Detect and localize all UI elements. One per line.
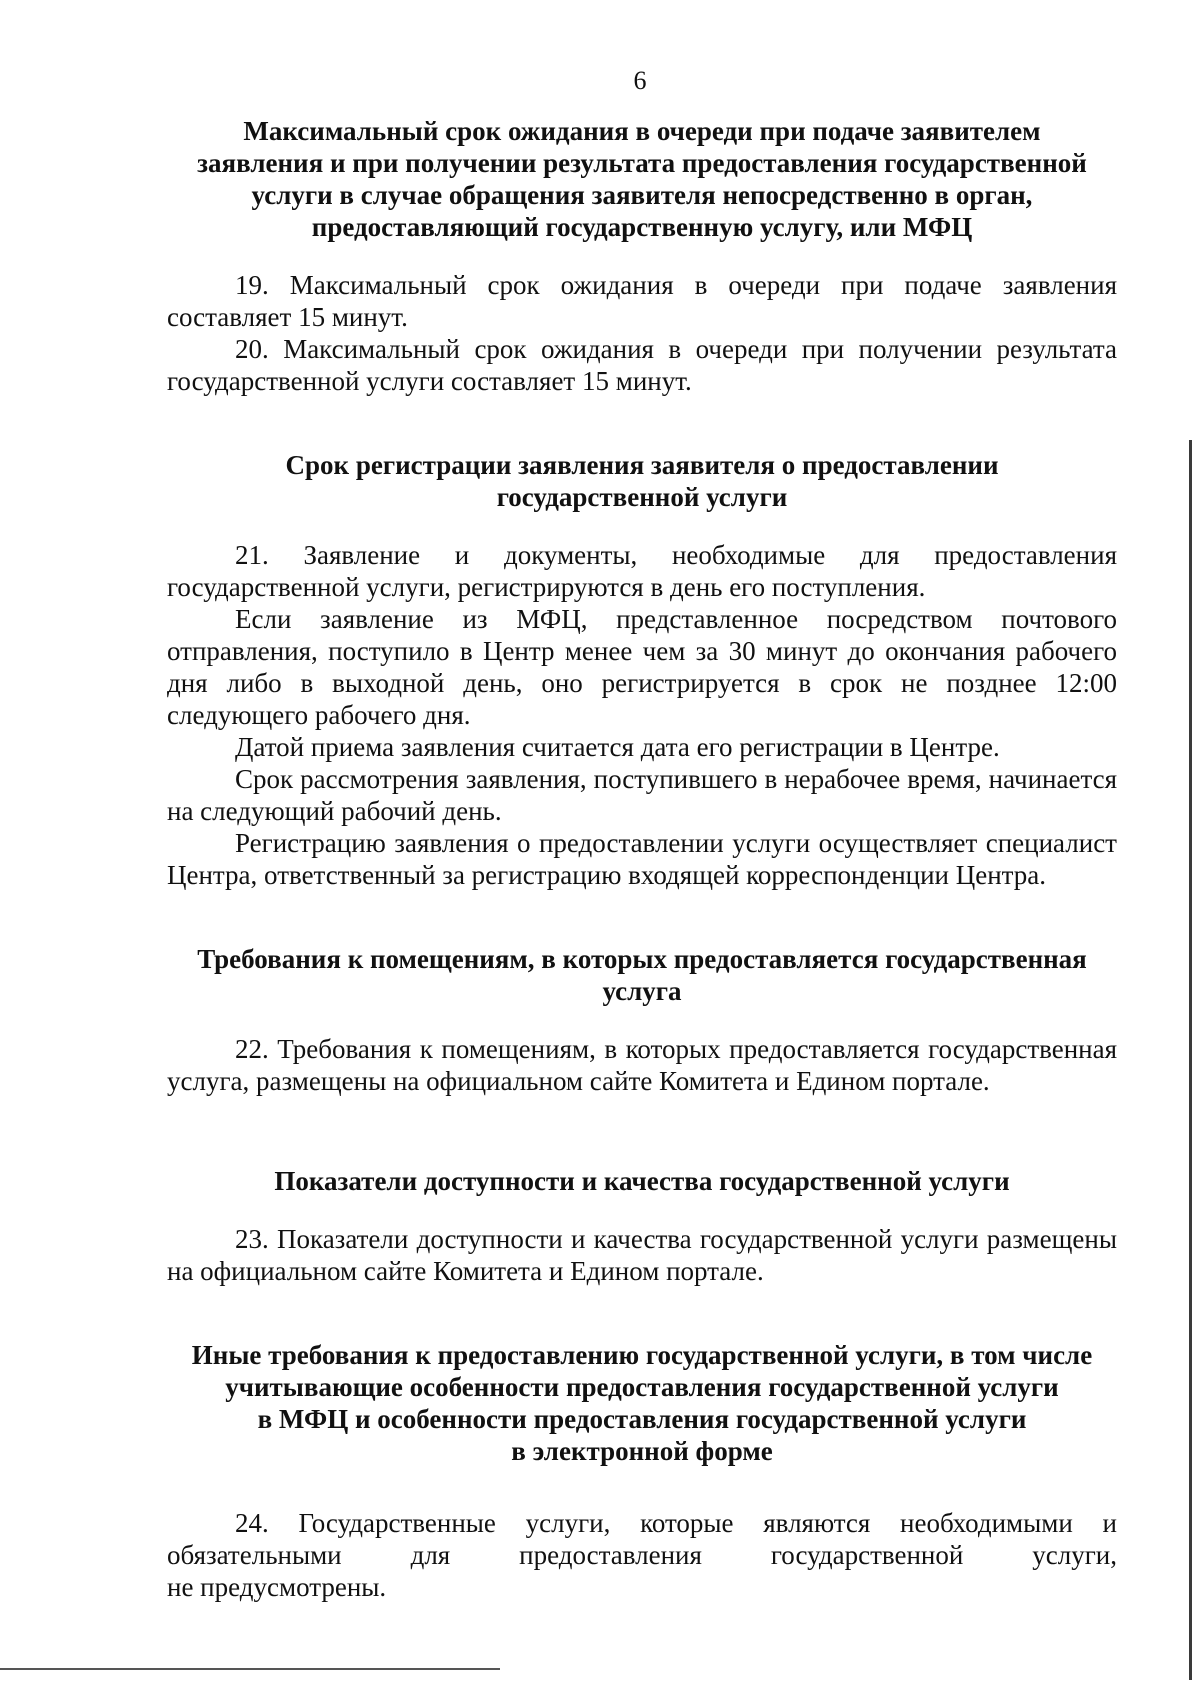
paragraph-23: 23. Показатели доступности и качества государственной услуги размещены на официальном сайте Комитета и Едином портале.: [167, 1224, 1117, 1286]
heading-line: услуги в случае обращения заявителя непосредственно в орган,: [251, 180, 1033, 210]
heading-line: заявления и при получении результата предоставления государственной: [197, 148, 1087, 178]
heading-line: Максимальный срок ожидания в очереди при подаче заявителем: [243, 116, 1041, 146]
scan-bottom-line: [0, 1668, 500, 1670]
paragraph-review-term: Срок рассмотрения заявления, поступившего в нерабочее время, начинается на следующий рабочий день.: [167, 764, 1117, 826]
section-heading-queue-time: [167, 115, 1117, 243]
section-heading-quality-indicators: [167, 1165, 1117, 1197]
heading-line: Показатели доступности и качества государственной услуги: [274, 1166, 1010, 1196]
heading-line: Иные требования к предоставлению государственной услуги, в том числе: [191, 1340, 1093, 1370]
section-heading-premises-requirements: [167, 943, 1117, 1007]
heading-line: учитывающие особенности предоставления государственной услуги: [225, 1372, 1059, 1402]
document-body: [167, 115, 1117, 1603]
paragraph-22: 22. Требования к помещениям, в которых предоставляется государственная услуга, размещены на официальном сайте Комитета и Едином портале.: [167, 1034, 1117, 1096]
paragraph-24: 24. Государственные услуги, которые являются необходимыми и обязательными для предоставления государственной услуги,: [167, 1508, 1117, 1570]
paragraph-mfc-registration: Если заявление из МФЦ, представленное посредством почтового отправления, поступило в Центр менее чем за 30 минут до окончания рабочего дня либо в выходной день, оно регистрируется в срок не позднее 12:00 следующего рабочего дня.: [167, 604, 1117, 730]
paragraph-registration-specialist: Регистрацию заявления о предоставлении услуги осуществляет специалист Центра, ответственный за регистрацию входящей корреспонденции Центра.: [167, 828, 1117, 890]
paragraph-19: 19. Максимальный срок ожидания в очереди при подаче заявления составляет 15 минут.: [167, 270, 1117, 332]
section-heading-registration-term: [167, 449, 1117, 513]
heading-line: государственной услуги: [496, 482, 788, 512]
scan-edge-line: [1189, 440, 1192, 1680]
paragraph-24-continuation: не предусмотрены.: [167, 1572, 387, 1602]
paragraph-acceptance-date: Датой приема заявления считается дата его регистрации в Центре.: [235, 732, 1000, 762]
heading-line: в электронной форме: [511, 1436, 773, 1466]
page-number: 6: [633, 66, 647, 95]
heading-line: предоставляющий государственную услугу, или МФЦ: [311, 212, 973, 242]
heading-line: Требования к помещениям, в которых предоставляется государственная: [197, 944, 1087, 974]
heading-line: услуга: [602, 976, 682, 1006]
heading-line: Срок регистрации заявления заявителя о предоставлении: [285, 450, 999, 480]
paragraph-20: 20. Максимальный срок ожидания в очереди при получении результата государственной услуги составляет 15 минут.: [167, 334, 1117, 396]
section-heading-other-requirements: [167, 1339, 1117, 1467]
heading-line: в МФЦ и особенности предоставления государственной услуги: [257, 1404, 1027, 1434]
paragraph-21: 21. Заявление и документы, необходимые для предоставления государственной услуги, регистрируются в день его поступления.: [167, 540, 1117, 602]
